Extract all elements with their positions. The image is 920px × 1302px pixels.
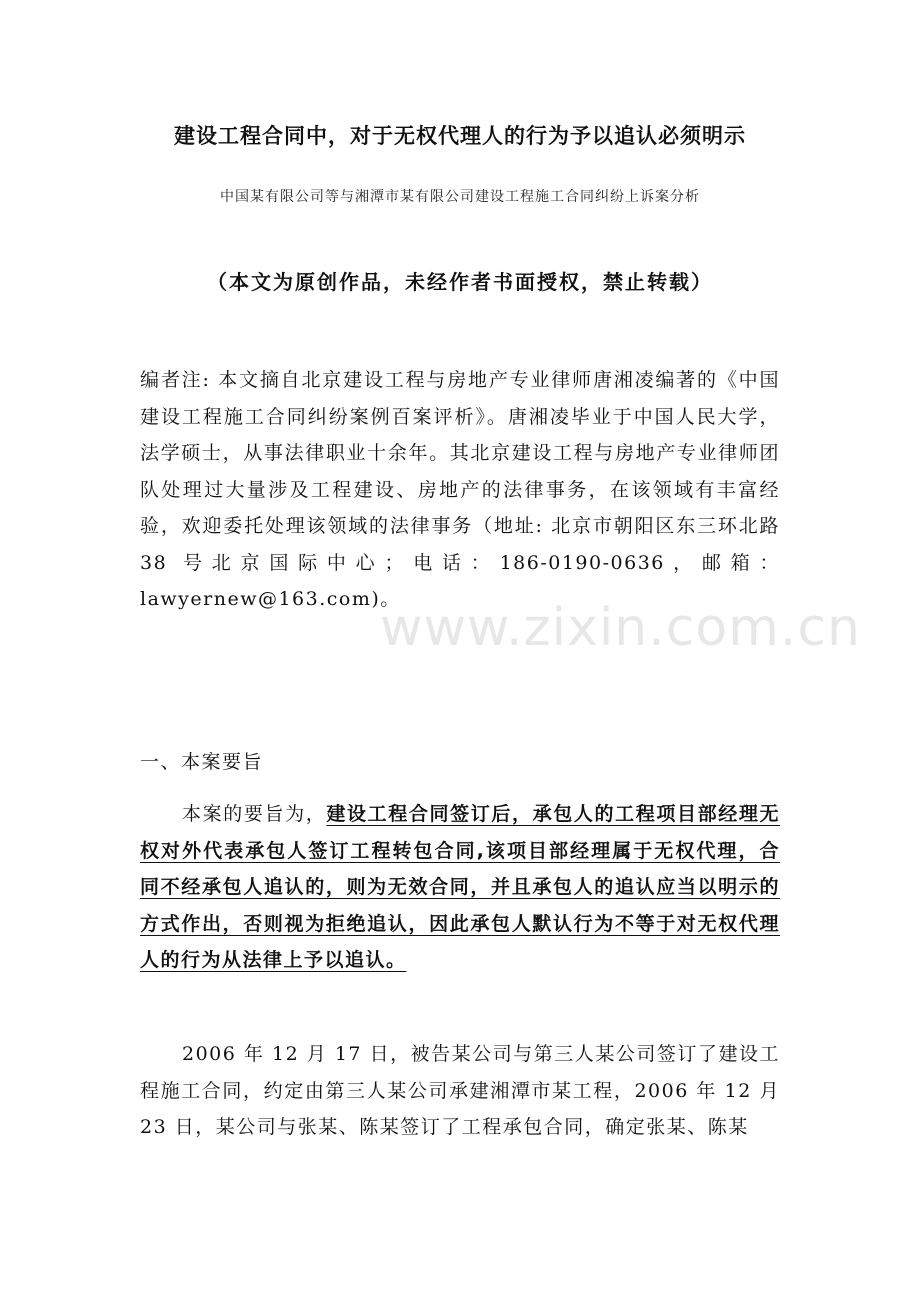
case-summary-paragraph <box>140 796 780 979</box>
section-heading: 一、本案要旨 <box>140 751 264 773</box>
editor-note: 编者注: 本文摘自北京建设工程与房地产专业律师唐湘凌编著的《中国建设工程施工合同纠纷案例百案评析》。唐湘凌毕业于中国人民大学，法学硕士，从事法律职业十余年。其北京建设工程与房地产专业律师团队处理过大量涉及工程建设、房地产的法律事务，在该领域有丰富经验，欢迎委托处理该领域的法律事务（地址: 北京市朝阳区东三环北路 38 号北京国际中心；电话：186-0190-0636，邮箱：lawyernew@163.com)。 <box>140 369 780 610</box>
document-subtitle: 中国某有限公司等与湘潭市某有限公司建设工程施工合同纠纷上诉案分析 <box>220 189 700 205</box>
summary-emphasis: 建设工程合同签订后，承包人的工程项目部经理无权对外代表承包人签订工程转包合同,该项目部经理属于无权代理，合同不经承包人追认的，则为无效合同，并且承包人的追认应当以明示的方式作出，否则视为拒绝追认，因此承包人默认行为不等于对无权代理人的行为从法律上予以追认。 <box>140 803 780 971</box>
document-title: 建设工程合同中，对于无权代理人的行为予以追认必须明示 <box>174 124 746 148</box>
case-facts-paragraph: 2006 年 12 月 17 日，被告某公司与第三人某公司签订了建设工程施工合同，约定由第三人某公司承建湘潭市某工程，2006 年 12 月 23 日，某公司与张某、陈某签订了工程承包合同，确定张某、陈某 <box>140 1043 780 1138</box>
summary-lead: 本案的要旨为， <box>182 803 327 825</box>
copyright-notice: （本文为原创作品，未经作者书面授权，禁止转载） <box>207 270 713 294</box>
watermark: www.zixin.com.cn <box>380 598 861 658</box>
